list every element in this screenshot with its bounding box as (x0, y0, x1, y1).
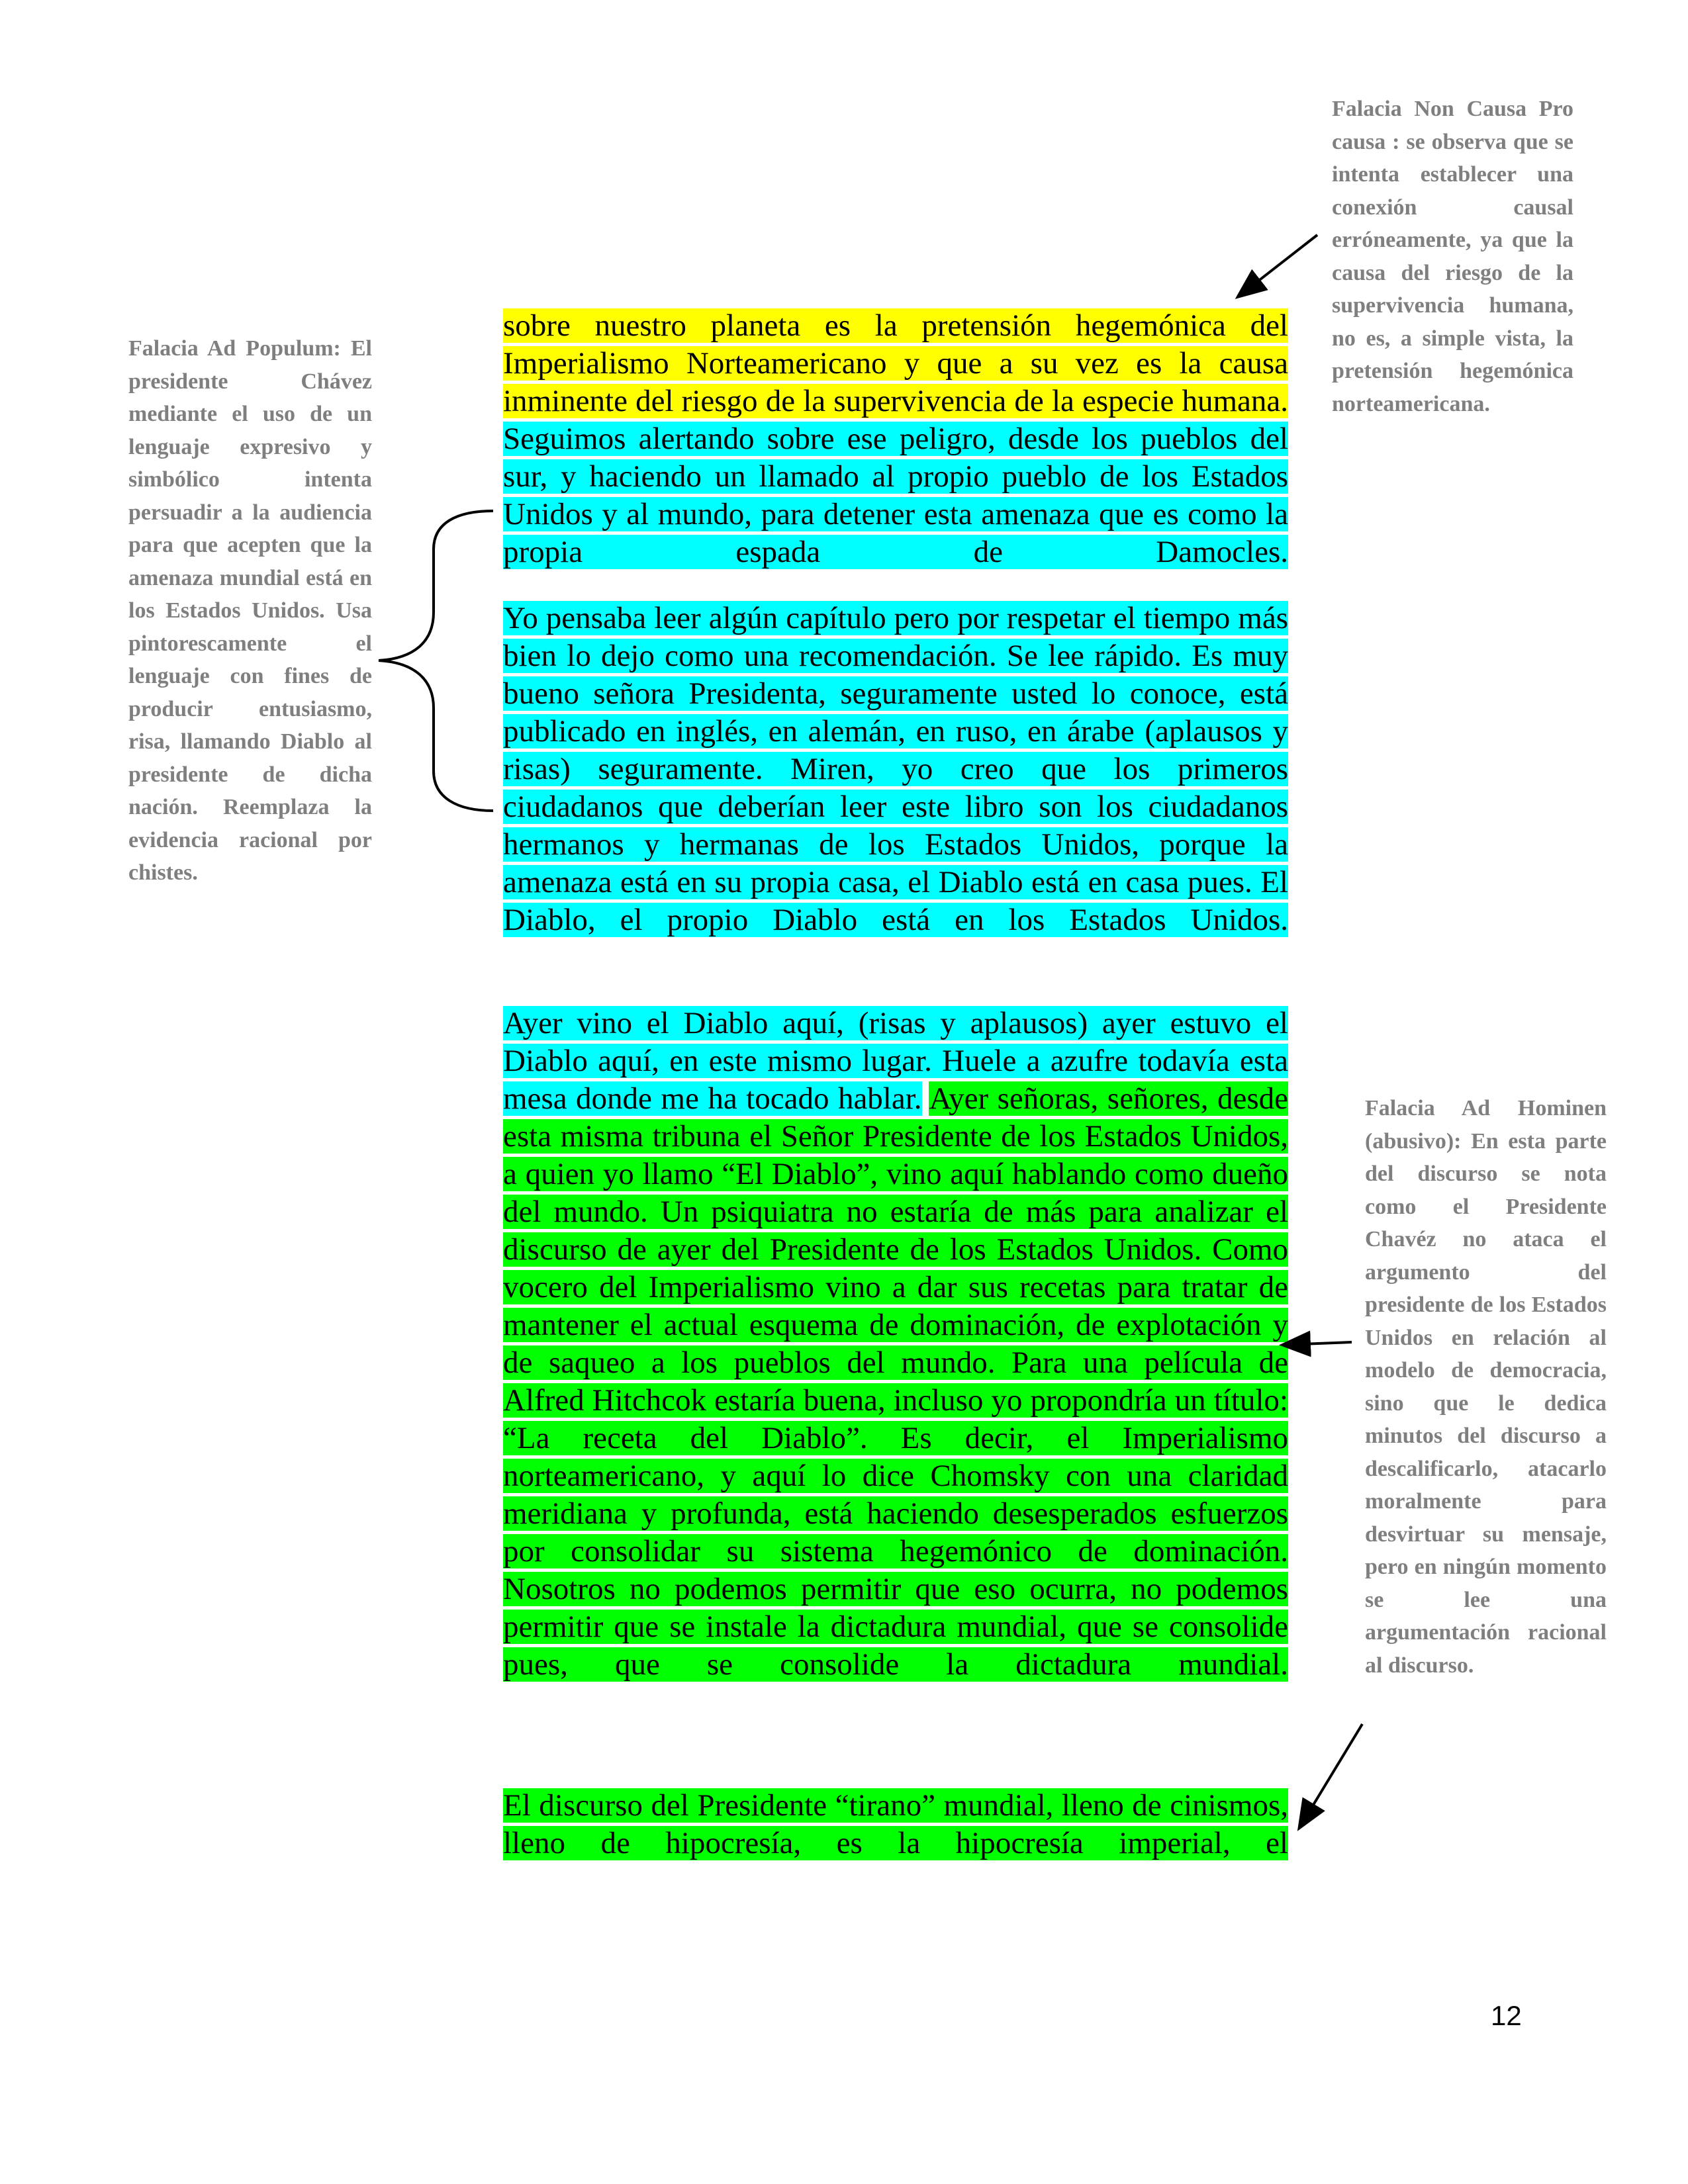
brace-ad-populum (379, 511, 493, 811)
arrow-ad-hominen-lower (1300, 1724, 1362, 1827)
note-ad-hominen: Falacia Ad Hominen (abusivo): En esta parte del discurso se nota como el Presidente Chavéz no ataca el argumento del presidente de los Estados Unidos en relación al modelo de democracia, sino que le dedica minutos del discurso a descalificarlo, atacarlo moralmente para desvirtuar su mensaje, pero en ningún momento se lee una argumentación racional al discurso. (1365, 1096, 1607, 1678)
highlight-cyan-text: Yo pensaba leer algún capítulo pero por respetar el tiempo más bien lo dejo como una recomendación. Se lee rápido. Es muy bueno señora Presidenta, seguramente usted lo conoce, está publicado en inglés, en alemán, en ruso, en árabe (aplausos y risas) seguramente. Miren, yo creo que los primeros ciudadanos que deberían leer este libro son los ciudadanos hermanos y hermanas de los Estados Unidos, porque la amenaza está en su propia casa, el Diablo está en casa pues. El Diablo, el propio Diablo está en los Estados Unidos. (503, 601, 1288, 937)
highlight-yellow-text: sobre nuestro planeta es la pretensión hegemónica del Imperialismo Norteamericano y que a su vez es la causa inminente del riesgo de la supervivencia de la especie humana. (503, 308, 1288, 418)
highlight-cyan-text: Seguimos alertando sobre ese peligro, desde los pueblos del sur, y haciendo un llamado al propio pueblo de los Estados Unidos y al mundo, para detener esta amenaza que es como la propia espada de Damocles. (503, 422, 1288, 569)
arrow-non-causa (1239, 235, 1317, 296)
arrow-ad-hominen-upper (1284, 1342, 1352, 1345)
note-ad-populum: Falacia Ad Populum: El presidente Chávez mediante el uso de un lenguaje expresivo y simbólico intenta persuadir a la audiencia para que acepten que la amenaza mundial está en los Estados Unidos. Usa pintorescamente el lenguaje con fines de producir entusiasmo, risa, llamando Diablo al presidente de dicha nación. Reemplaza la evidencia racional por chistes. (128, 336, 372, 885)
page-number: 12 (1491, 2000, 1522, 2031)
note-non-causa: Falacia Non Causa Pro causa : se observa que se intenta establecer una conexión causal erróneamente, ya que la causa del riesgo de la supervivencia humana, no es, a simple vista, la pretensión hegemónica norteamericana. (1332, 97, 1573, 416)
highlight-green-text: Ayer señoras, señores, desde esta misma tribuna el Señor Presidente de los Estados Unidos, a quien yo llamo “El Diablo”, vino aquí hablando como dueño del mundo. Un psiquiatra no estaría de más para analizar el discurso de ayer del Presidente de los Estados Unidos. Como vocero del Imperialismo vino a dar sus recetas para tratar de mantener el actual esquema de dominación, de explotación y de saqueo a los pueblos del mundo. Para una película de Alfred Hitchcok estaría buena, incluso yo propondría un título: “La receta del Diablo”. Es decir, el Imperialismo norteamericano, y aquí lo dice Chomsky con una claridad meridiana y profunda, está haciendo desesperados esfuerzos por consolidar su sistema hegemónico de dominación. Nosotros no podemos permitir que eso ocurra, no podemos permitir que se instale la dictadura mundial, que se consolide pues, que se consolide la dictadura mundial. (503, 1081, 1288, 1682)
highlight-cyan-text: Ayer vino el Diablo aquí, (risas y aplausos) ayer estuvo el Diablo aquí, en este mismo lugar. Huele a azufre todavía esta mesa donde me ha tocado hablar. (503, 1006, 1288, 1116)
highlight-green-text: El discurso del Presidente “tirano” mundial, lleno de cinismos, lleno de hipocresía, es la hipocresía imperial, el (503, 1788, 1288, 1860)
